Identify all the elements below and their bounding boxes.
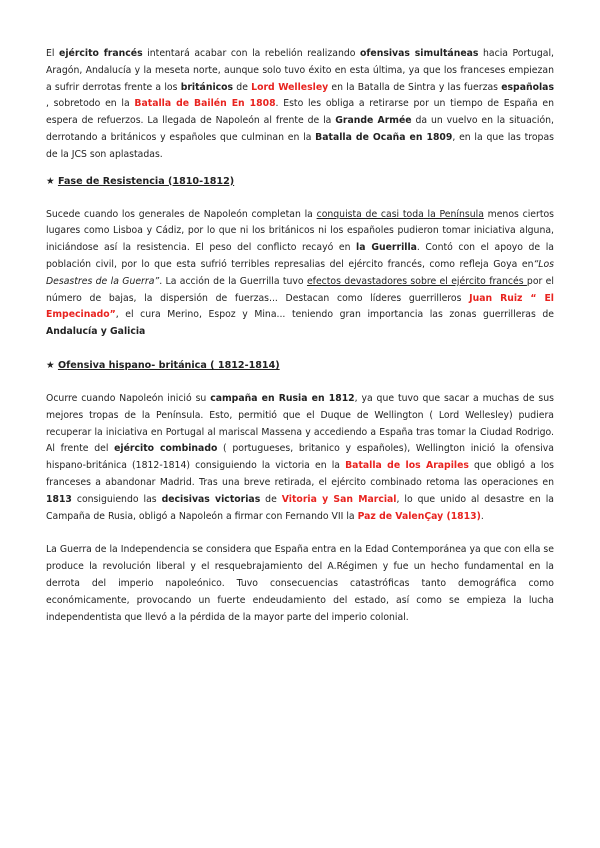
bold-text: ejército francés [59, 48, 143, 59]
text-run: intentará acabar con la rebelión realizando [142, 48, 360, 59]
section-heading-text: Fase de Resistencia (1810-1812) [57, 175, 235, 187]
text-run: menos ciertos lugares como Lisboa y Cádiz, por lo que ni los británicos ni los españoles pudieron tomar iniciativa alguna, iniciándose así la resistencia. El peso del conflicto recayó en [46, 208, 554, 254]
text-run: de [233, 81, 252, 93]
section-heading-text: Ofensiva hispano- británica ( 1812-1814) [57, 359, 280, 371]
paragraph-conclusion [46, 542, 554, 626]
bold-text: la Guerrilla [356, 242, 417, 254]
text-run: . Esto les obliga a retirarse por un tiempo de España en espera de refuerzos. La llegada de Napoleón al frente de la [46, 98, 554, 127]
underlined-text: conquista de casi toda la Península [316, 208, 484, 220]
text-run: , en la que las tropas de la JCS son aplastadas. [46, 131, 554, 160]
bold-text: Batalla de Ocaña en 1809 [315, 131, 453, 143]
text-run: da un vuelvo en la situación, derrotando a británicos y españoles que culminan en la [46, 115, 554, 143]
text-run: , ya que tuvo que sacar a muchas de sus mejores tropas de la Península. Esto, permitió que el Duque de Wellington ( Lord Wellesley) pudiera recuperar la iniciativa en Portugal al mariscal Massena y accediendo a España tras tomar la Ciudad Rodrigo. Al frente del [46, 392, 555, 455]
text-run: ( portugueses, britanico y españoles), Wellington inició la ofensiva hispano-británica (1812-1814) consiguiendo la victoria en la [46, 443, 555, 472]
text-run: de [260, 493, 282, 505]
highlighted-term: Juan Ruiz “ El Empecinado” [46, 292, 554, 321]
text-run: . Contó con el apoyo de la población civil, por lo que esta sufrió terribles represalias del ejército francés, como refleja Goya en [46, 242, 554, 270]
bold-text: españolas [501, 81, 554, 93]
highlighted-term: Batalla de Bailén En 1808 [134, 98, 276, 110]
star-icon: ★ [46, 175, 55, 187]
highlighted-term: Lord Wellesley [251, 81, 329, 93]
text-run: por el número de bajas, la dispersión de fuerzas... Destacan como líderes guerrilleros [46, 275, 554, 304]
bold-text: campaña en Rusia en 1812 [210, 392, 355, 404]
bold-text: 1813 [46, 493, 72, 505]
text-run: , lo que unido al desastre en la Campaña de Rusia, obligó a Napoleón a firmar con Fernando VII la [46, 493, 555, 522]
text-run: que obligó a los franceses a abandonar Madrid. Tras una breve retirada, el ejército combinado retoma las operaciones en [46, 460, 554, 488]
text-run: , sobretodo en la [46, 98, 135, 110]
bold-text: Andalucía y Galicia [46, 326, 146, 338]
bold-text: ofensivas simultáneas [359, 48, 479, 59]
paragraph-resistance [46, 207, 554, 341]
text-run: , el cura Merino, Espoz y Mina... teniendo gran importancia las zonas guerrilleras de [115, 309, 554, 321]
italic-text: “Los Desastres de la Guerra” [46, 258, 554, 287]
highlighted-term: Vitoria y San Marcial [281, 493, 397, 505]
bold-text: decisivas victorias [161, 493, 261, 505]
text-run: consiguiendo las [71, 493, 162, 505]
paragraph-french-offensives [46, 46, 554, 164]
document-page [46, 46, 554, 626]
text-run: . [480, 510, 484, 522]
text-run: El [46, 48, 60, 59]
text-run: en la Batalla de Sintra y las fuerzas [328, 81, 502, 93]
highlighted-term: Paz de ValenÇay (1813) [357, 510, 481, 522]
text-run: hacia Portugal, Aragón, Andalucía y la meseta norte, aunque solo tuvo éxito en esta última, ya que los franceses empiezan a sufrir derrotas frente a los [46, 48, 554, 93]
text-run: Ocurre cuando Napoleón inició su [46, 392, 211, 404]
bold-text: Grande Armée [335, 115, 412, 127]
bold-text: ejército combinado [114, 443, 218, 455]
star-icon: ★ [46, 359, 55, 371]
highlighted-term: Batalla de los Arapiles [345, 460, 469, 472]
bold-text: británicos [180, 81, 234, 93]
text-run: La Guerra de la Independencia se considera que España entra en la Edad Contemporánea ya que con ella se produce la revolución liberal y el resquebrajamiento del A.Régimen y fue un hecho fundamental en la derrota del imperio napoleónico. Tuvo consecuencias catastróficas tanto demográfica como económicamente, provocando un fuerte endeudamiento del estado, así como se empieza la lucha independentista que llevó a la pérdida de la mayor parte del imperio colonial. [46, 544, 554, 623]
text-run: . La acción de la Guerrilla tuvo [159, 275, 307, 287]
section-heading-offensive [46, 358, 554, 374]
underlined-text: efectos devastadores sobre el ejército francés [306, 275, 527, 287]
paragraph-hispano-british-offensive [46, 391, 554, 525]
text-run: Sucede cuando los generales de Napoleón completan la [46, 208, 317, 220]
section-heading-resistance [46, 174, 554, 190]
